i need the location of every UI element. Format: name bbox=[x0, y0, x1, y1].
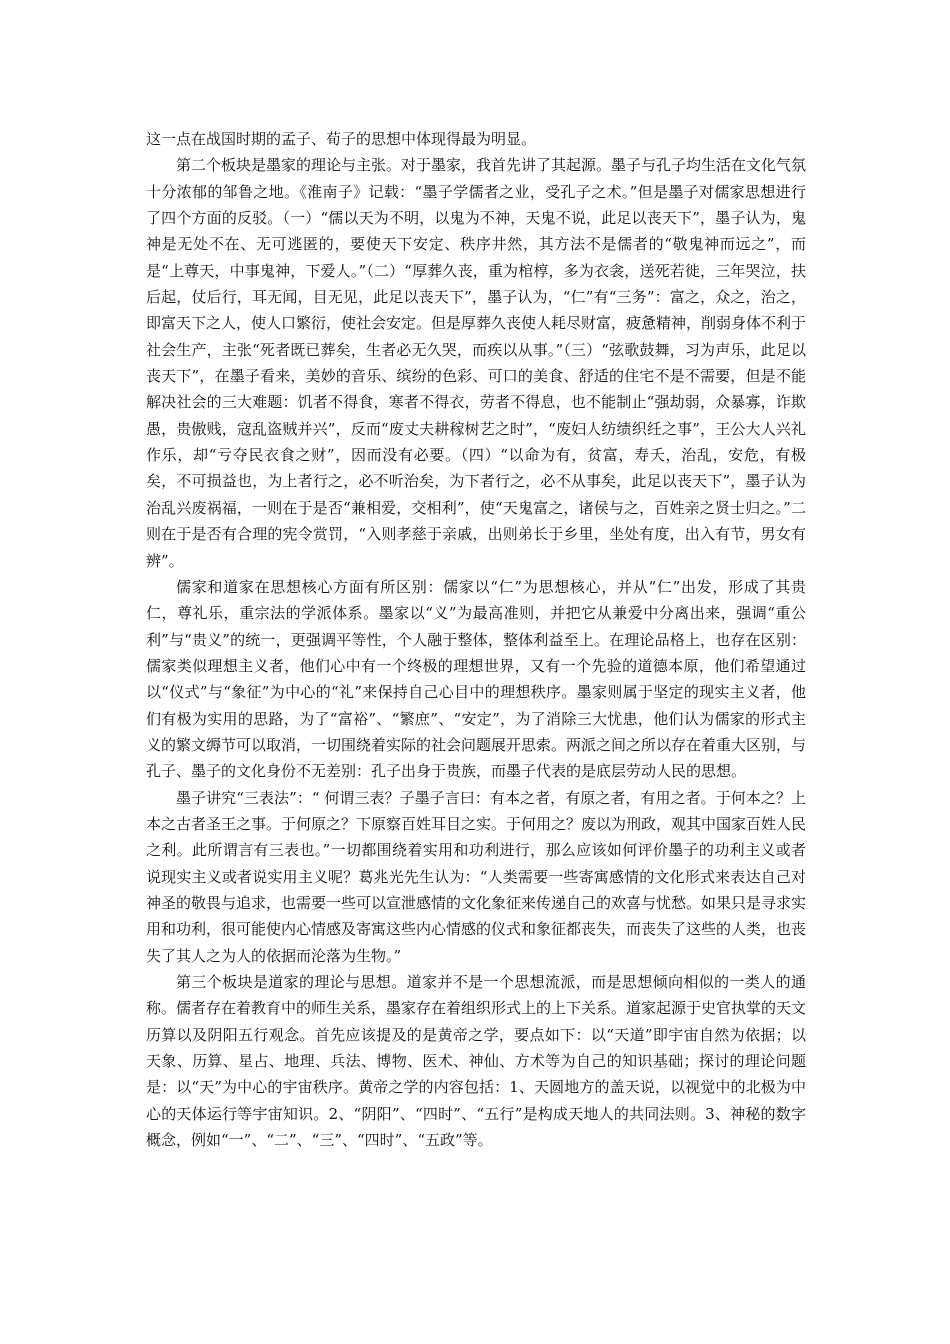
paragraph-mohist-theory: 第二个板块是墨家的理论与主张。对于墨家，我首先讲了其起源。墨子与孔子均生活在文化气氛十分浓郁的邹鲁之地。《淮南子》记载：“墨子学儒者之业，受孔子之术。”但是墨子对儒家思想进行了四个方面的反驳。（一）“儒以天为不明，以鬼为不神，天鬼不说，此足以丧天下”，墨子认为，鬼神是无处不在、无可逃匿的，要使天下安定、秩序井然，其方法不是儒者的“敬鬼神而远之”，而是“上尊天，中事鬼神，下爱人。”（二）“厚葬久丧，重为棺椁，多为衣衾，送死若徙，三年哭泣，扶后起，仗后行，耳无闻，目无见，此足以丧天下”，墨子认为，“仁”有“三务”：富之，众之，治之，即富天下之人，使人口繁衍，使社会安定。但是厚葬久丧使人耗尽财富，疲惫精神，削弱身体不利于社会生产，主张“死者既已葬矣，生者必无久哭，而疾以从事。”（三）“弦歌鼓舞，习为声乐，此足以丧天下”，在墨子看来，美妙的音乐、缤纷的色彩、可口的美食、舒适的住宅不是不需要，但是不能解决社会的三大难题：饥者不得食，寒者不得衣，劳者不得息，也不能制止“强劫弱，众暴寡，诈欺愚，贵傲贱，寇乱盗贼并兴”，反而“废丈夫耕稼树艺之时”，“废妇人纺绩织纴之事”，王公大人兴礼作乐，却“亏夺民衣食之财”，因而没有必要。（四）“以命为有，贫富，寿夭，治乱，安危，有极矣，不可损益也，为上者行之，必不听治矣，为下者行之，必不从事矣，此足以丧天下”，墨子认为治乱兴废祸福，一则在于是否“兼相爱，交相利”，使“天鬼富之，诸侯与之，百姓亲之贤士归之。”二则在于是否有合理的宪令赏罚，“入则孝慈于亲戚，出则弟长于乡里，坐处有度，出入有节，男女有辨”。 bbox=[146, 156, 807, 570]
document-body bbox=[146, 126, 806, 1153]
paragraph-confucian-mohist-difference: 儒家和道家在思想核心方面有所区别：儒家以“仁”为思想核心，并从“仁”出发，形成了其贵仁，尊礼乐，重宗法的学派体系。墨家以“义”为最高准则，并把它从兼爱中分离出来，强调“重公利”与“贵义”的统一，更强调平等性，个人融于整体，整体利益至上。在理论品格上，也存在区别：儒家类似理想主义者，他们心中有一个终极的理想世界，又有一个先验的道德本原，他们希望通过以“仪式”与“象征”为中心的“礼”来保持自己心目中的理想秩序。墨家则属于坚定的现实主义者，他们有极为实用的思路，为了“富裕”、“繁庶”、“安定”，为了消除三大忧患，他们认为儒家的形式主义的繁文缛节可以取消，一切围绕着实际的社会问题展开思索。两派之间之所以存在着重大区别，与孔子、墨子的文化身份不无差别：孔子出身于贵族，而墨子代表的是底层劳动人民的思想。 bbox=[146, 577, 807, 781]
paragraph-three-criteria: 墨子讲究“三表法”：“ 何谓三表？子墨子言曰：有本之者，有原之者，有用之者。于何本之？上本之古者圣王之事。于何原之？下原察百姓耳目之实。于何用之？废以为刑政，观其中国家百姓人民之利。此所谓言有三表也。”一切都围绕着实用和功利进行，那么应该如何评价墨子的功利主义或者说现实主义或者说实用主义呢？葛兆光先生认为：“人类需要一些寄寓感情的文化形式来表达自己对神圣的敬畏与追求，也需要一些可以宣泄感情的文化象征来传递自己的欢喜与忧愁。如果只是寻求实用和功利，很可能使内心情感及寄寓这些内心情感的仪式和象征都丧失，而丧失了这些的人类，也丧失了其人之为人的依据而沦落为生物。” bbox=[146, 788, 807, 965]
paragraph-continuation: 这一点在战国时期的孟子、荀子的思想中体现得最为明显。 bbox=[146, 130, 537, 148]
paragraph-daoist-theory: 第三个板块是道家的理论与思想。道家并不是一个思想流派，而是思想倾向相似的一类人的通称。儒者存在着教育中的师生关系，墨家存在着组织形式上的上下关系。道家起源于史官执掌的天文历算以及阴阳五行观念。首先应该提及的是黄帝之学，要点如下：以“天道”即宇宙自然为依据；以天象、历算、星占、地理、兵法、博物、医术、神仙、方术等为自己的知识基础；探讨的理论问题是：以“天”为中心的宇宙秩序。黄帝之学的内容包括：1、天圆地方的盖天说，以视觉中的北极为中心的天体运行等宇宙知识。2、“阴阳”、“四时”、“五行”是构成天地人的共同法则。3、神秘的数字概念，例如“一”、“二”、“三”、“四时”、“五政”等。 bbox=[146, 973, 807, 1150]
